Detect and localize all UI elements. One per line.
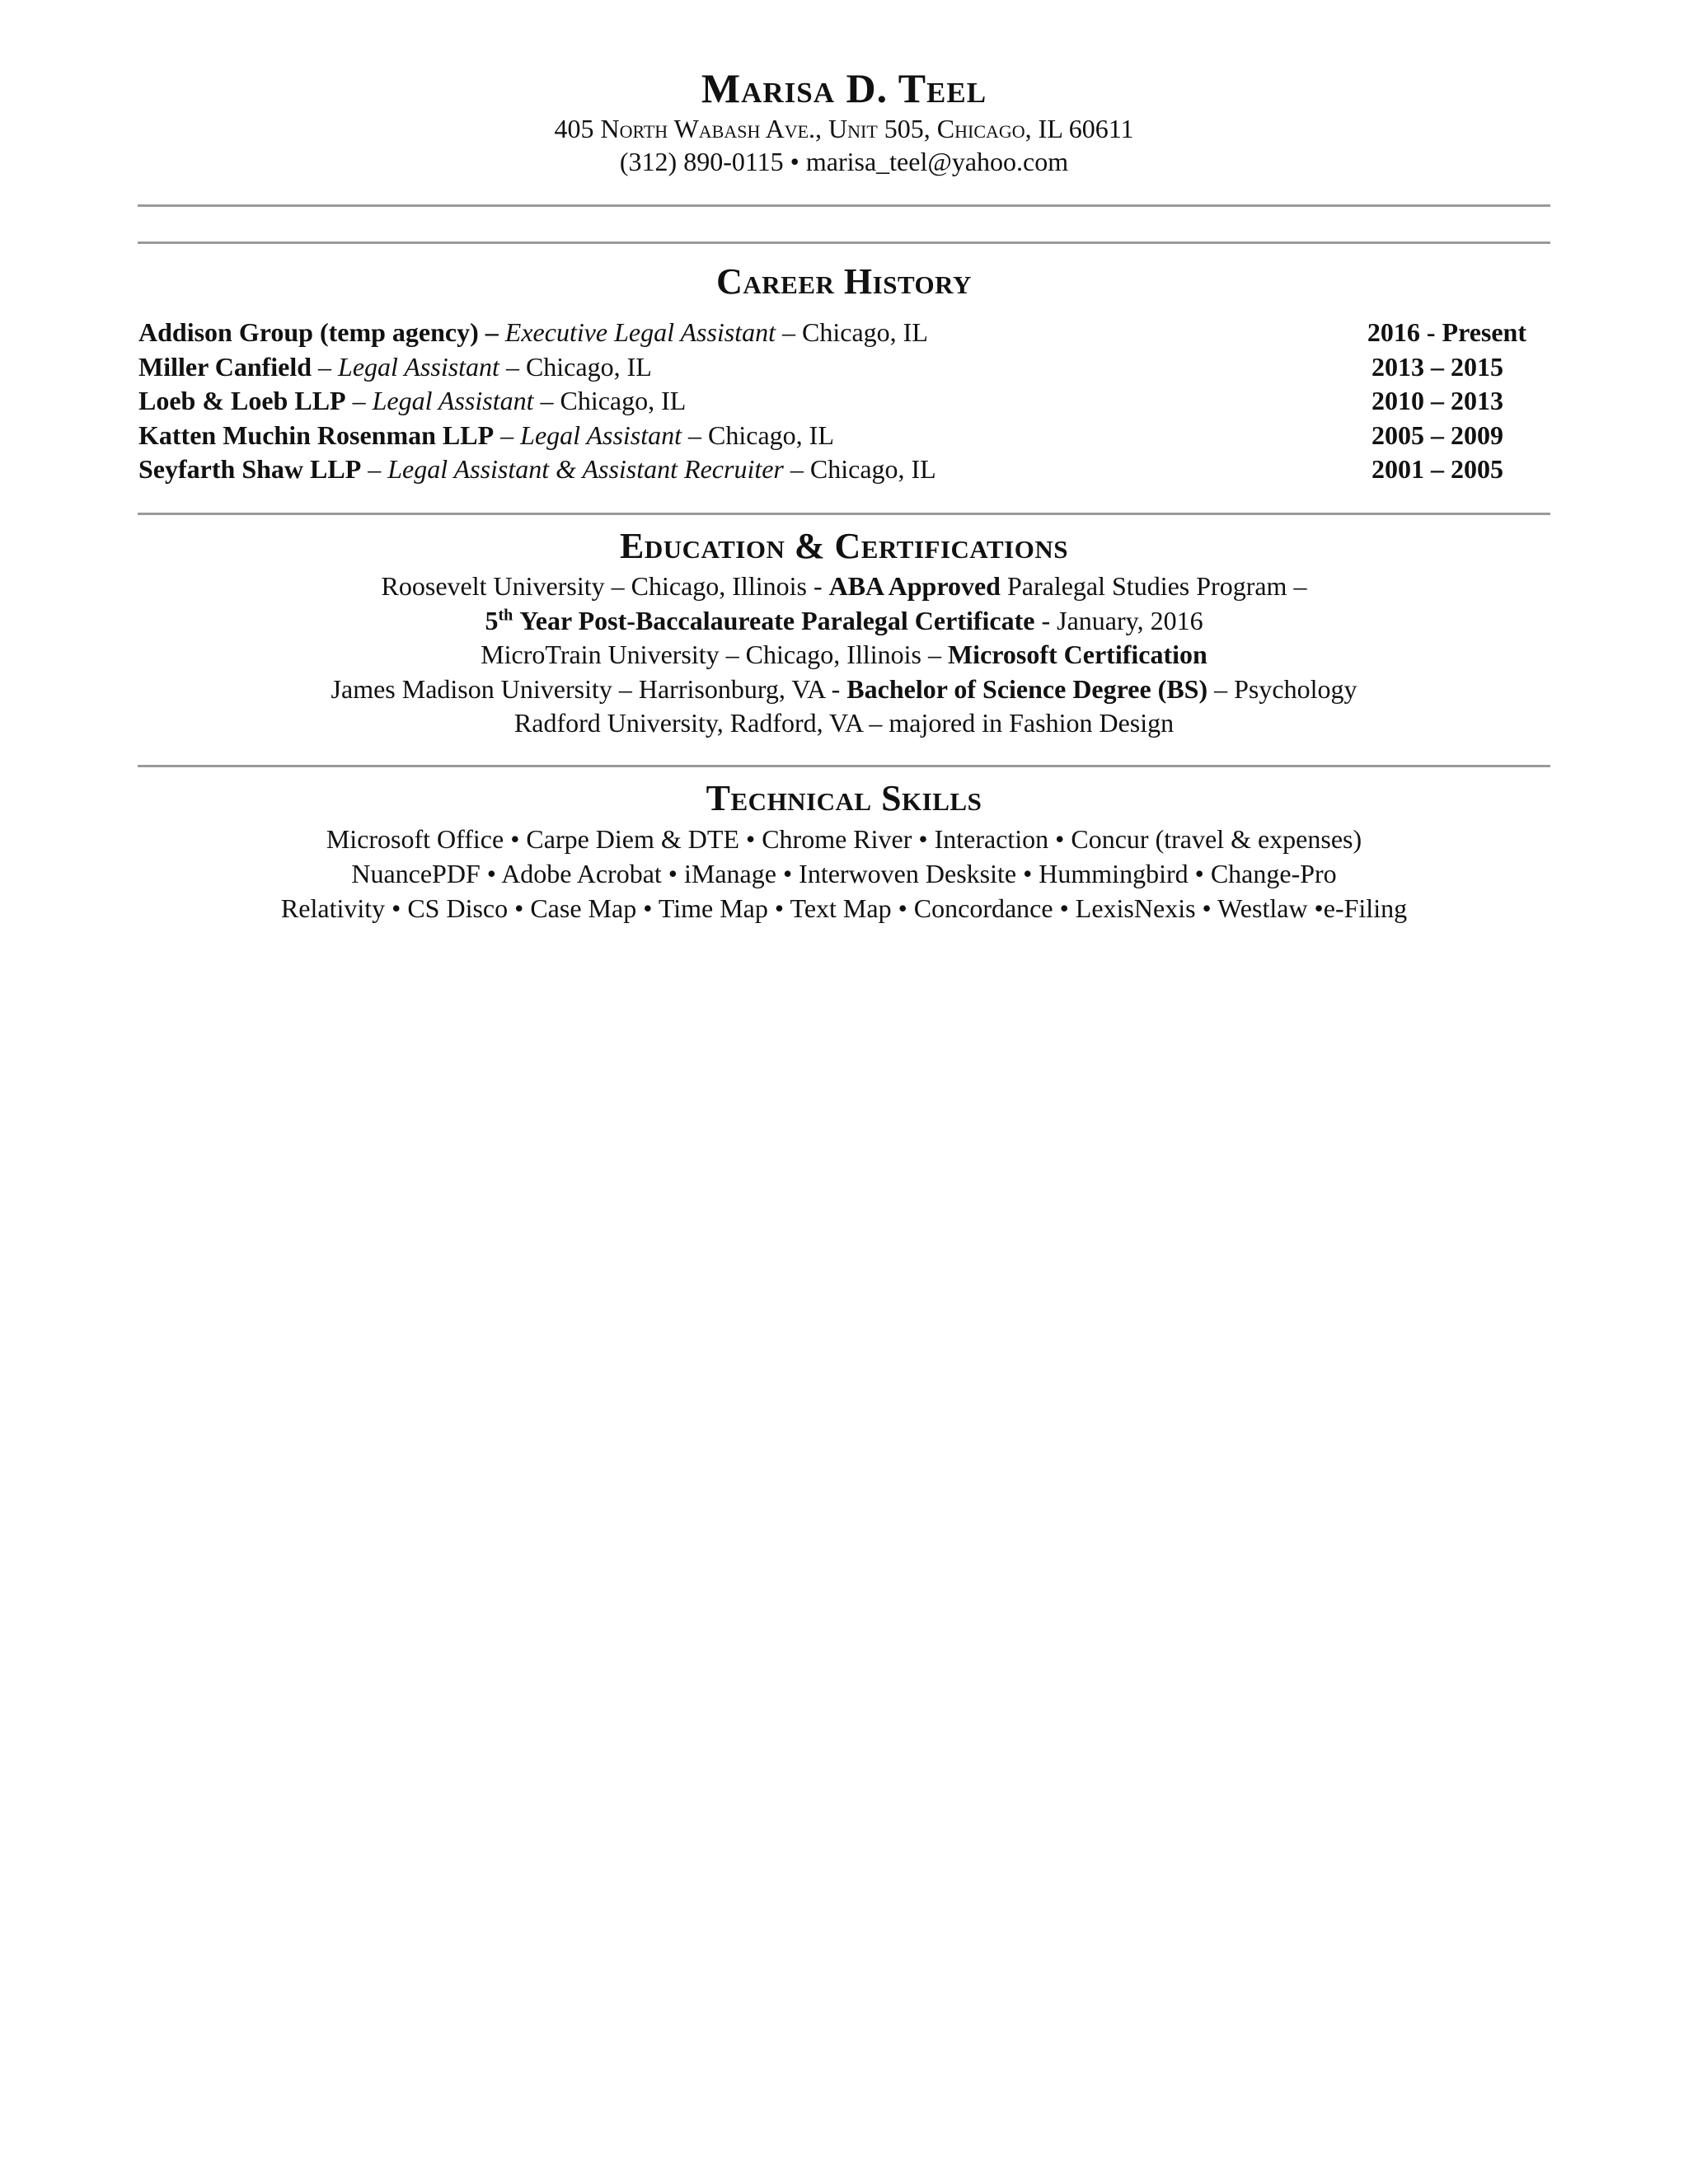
job-entry	[138, 452, 1531, 486]
company: Miller Canfield	[138, 352, 312, 382]
location: – Chicago, IL	[540, 386, 687, 415]
contact-info	[0, 147, 1688, 177]
degree: Bachelor of Science Degree (BS)	[846, 674, 1208, 704]
company: Addison Group (temp agency) –	[138, 317, 499, 347]
job-entry	[138, 349, 1531, 384]
location: – Chicago, IL	[790, 454, 936, 484]
role: – Legal Assistant & Assistant Recruiter	[368, 454, 784, 484]
cert-date: - January, 2016	[1041, 606, 1203, 635]
education-entry	[0, 637, 1688, 672]
divider	[138, 513, 1550, 515]
company: Katten Muchin Rosenman LLP	[138, 420, 495, 450]
divider	[138, 241, 1550, 244]
location: – Chicago, IL	[688, 420, 834, 450]
education-entry: Radford University, Radford, VA – majored in Fashion Design	[513, 708, 1175, 738]
cert-year: 5	[485, 606, 499, 635]
program: Paralegal Studies Program –	[1006, 571, 1307, 601]
location: – Chicago, IL	[505, 352, 652, 382]
career-history-heading: Career History	[716, 261, 972, 302]
skills-line: Relativity • CS Disco • Case Map • Time Map • Text Map • Concordance • LexisNexis • Westlaw •e-Filing	[280, 893, 1408, 923]
skills-line: NuancePDF • Adobe Acrobat • iManage • Interwoven Desksite • Hummingbird • Change-Pro	[351, 859, 1337, 888]
job-entry	[138, 418, 1531, 452]
certificate: Year Post-Baccalaureate Paralegal Certificate	[519, 606, 1035, 635]
job-entry	[138, 315, 1531, 349]
email-link[interactable]: marisa_teel@yahoo.com	[805, 147, 1069, 176]
education-heading: Education & Certifications	[620, 526, 1068, 566]
separator: •	[790, 147, 799, 176]
technical-skills-heading: Technical Skills	[706, 778, 982, 818]
divider	[138, 204, 1550, 207]
candidate-name: Marisa D. Teel	[701, 65, 987, 111]
dates: 2013 – 2015	[1372, 352, 1503, 382]
education-entry	[0, 672, 1688, 706]
role: – Legal Assistant	[318, 352, 499, 382]
role: – Legal Assistant	[500, 420, 682, 450]
location: – Chicago, IL	[782, 317, 928, 347]
dates: 2010 – 2013	[1372, 386, 1503, 415]
school: James Madison University – Harrisonburg, VA -	[331, 674, 841, 704]
accreditation: ABA Approved	[828, 571, 1001, 601]
address: 405 North Wabash Ave., Unit 505, Chicago, IL 60611	[554, 114, 1134, 143]
certification: Microsoft Certification	[947, 640, 1207, 669]
company: Loeb & Loeb LLP	[138, 386, 346, 415]
role: Executive Legal Assistant	[504, 317, 776, 347]
dates: 2001 – 2005	[1372, 454, 1503, 484]
divider	[138, 765, 1550, 767]
company: Seyfarth Shaw LLP	[138, 454, 362, 484]
education-entry	[0, 569, 1688, 603]
skills-line: Microsoft Office • Carpe Diem & DTE • Chrome River • Interaction • Concur (travel & expenses)	[326, 824, 1362, 854]
major: – Psychology	[1214, 674, 1357, 704]
phone: (312) 890-0115	[619, 147, 784, 176]
cert-year-suffix: th	[498, 606, 513, 625]
school: Roosevelt University – Chicago, Illinois -	[381, 571, 823, 601]
dates: 2005 – 2009	[1372, 420, 1503, 450]
education-entry	[0, 603, 1688, 638]
school: MicroTrain University – Chicago, Illinois –	[481, 640, 941, 669]
dates: 2016 - Present	[1367, 317, 1526, 347]
role: – Legal Assistant	[352, 386, 534, 415]
job-entry	[138, 383, 1531, 418]
